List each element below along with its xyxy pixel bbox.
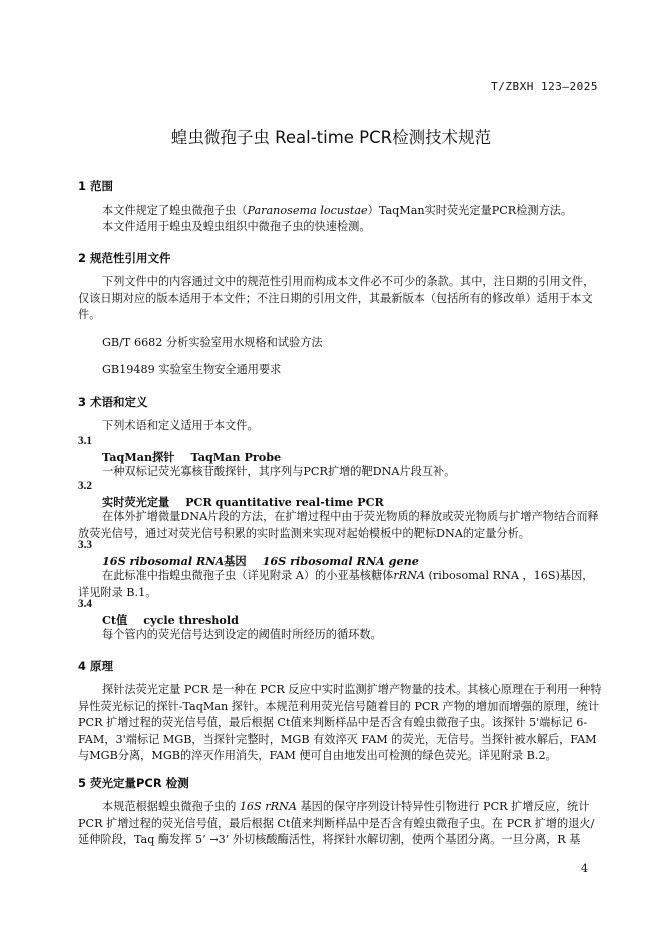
term-3-4: Ct值 cycle threshold: [102, 613, 239, 627]
section-5-paragraph-1: 本规范根据蝗虫微孢子虫的 16S rRNA 基因的保守序列设计特异性引物进行 PCR 扩增反应，统计 PCR 扩增过程的荧光信号值，最后根据 Ct值来判断样品中是否含有蝗虫微孢子虫。在 PCR 扩增的退火/延伸阶段，Taq 酶发挥 5’ →3’ 外切核酸酶活性，将探针水解切割，使两个基团分离。一旦分离，R 基: [78, 800, 595, 846]
term-3-2-definition: 在体外扩增微量DNA片段的方法，在扩增过程中由于荧光物质的释放或荧光物质与扩增产物结合而释放荧光信号，通过对荧光信号积累的实时监测来实现对起始模板中的靶标DNA的定量分析。: [78, 510, 599, 540]
document-title: 蝗虫微孢子虫 Real-time PCR检测技术规范: [170, 128, 492, 147]
page-number: 4: [581, 862, 588, 875]
section-1-heading: 1 范围: [78, 179, 114, 193]
term-3-1: TaqMan探针 TaqMan Probe: [102, 450, 282, 464]
section-3-intro: 下列术语和定义适用于本文件。: [102, 419, 259, 432]
section-4-heading: 4 原理: [78, 659, 114, 673]
term-3-4-definition: 每个管内的荧光信号达到设定的阈值时所经历的循环数。: [102, 628, 382, 641]
term-3-1-definition: 一种双标记荧光寡核苷酸探针，其序列与PCR扩增的靶DNA片段互补。: [102, 465, 456, 478]
term-number-3-4: 3.4: [78, 598, 92, 610]
section-5-heading: 5 荧光定量PCR 检测: [78, 776, 189, 790]
term-number-3-3: 3.3: [78, 539, 92, 551]
reference-gbt-6682: GB/T 6682 分析实验室用水规格和试验方法: [102, 336, 323, 349]
reference-gb19489: GB19489 实验室生物安全通用要求: [102, 363, 282, 376]
term-3-3: 16S ribosomal RNA基因 16S ribosomal RNA gene: [102, 554, 419, 568]
term-3-2: 实时荧光定量 PCR quantitative real-time PCR: [102, 495, 384, 509]
section-4-paragraph-1: 探针法荧光定量 PCR 是一种在 PCR 反应中实时监测扩增产物量的技术。其核心原理在于利用一种特异性荧光标记的探针-TaqMan 探针。本规范利用荧光信号随着目的 PCR 产物的增加而增强的原理，统计 PCR 扩增过程的荧光信号值，最后根据 Ct值来判断样品中是否含有蝗虫微孢子虫。该探针 5'端标记 6-FAM，3'端标记 MGB，当探针完整时，MGB 有效淬灭 FAM 的荧光，无信号。当探针被水解后，FAM与MGB分离，MGB的淬灭作用消失，FAM 便可自由地发出可检测的绿色荧光。详见附录 B.2。: [78, 683, 602, 762]
section-2-heading: 2 规范性引用文件: [78, 251, 171, 265]
term-3-3-definition: 在此标准中指蝗虫微孢子虫（详见附录 A）的小亚基核糖体rRNA (ribosomal RNA ，16S)基因，详见附录 B.1。: [78, 569, 594, 599]
term-number-3-1: 3.1: [78, 435, 92, 447]
term-number-3-2: 3.2: [78, 480, 92, 492]
section-1-paragraph-1: 本文件规定了蝗虫微孢子虫（Paranosema locustae）TaqMan实时荧光定量PCR检测方法。: [102, 204, 573, 217]
section-3-heading: 3 术语和定义: [78, 395, 148, 409]
section-2-paragraph-1: 下列文件中的内容通过文中的规范性引用而构成本文件必不可少的条款。其中，注日期的引用文件，仅该日期对应的版本适用于本文件；不注日期的引用文件，其最新版本（包括所有的修改单）适用于本文件。: [78, 275, 595, 321]
section-1-paragraph-2: 本文件适用于蝗虫及蝗虫组织中微孢子虫的快速检测。: [102, 220, 371, 233]
standard-code: T/ZBXH 123—2025: [491, 80, 598, 93]
